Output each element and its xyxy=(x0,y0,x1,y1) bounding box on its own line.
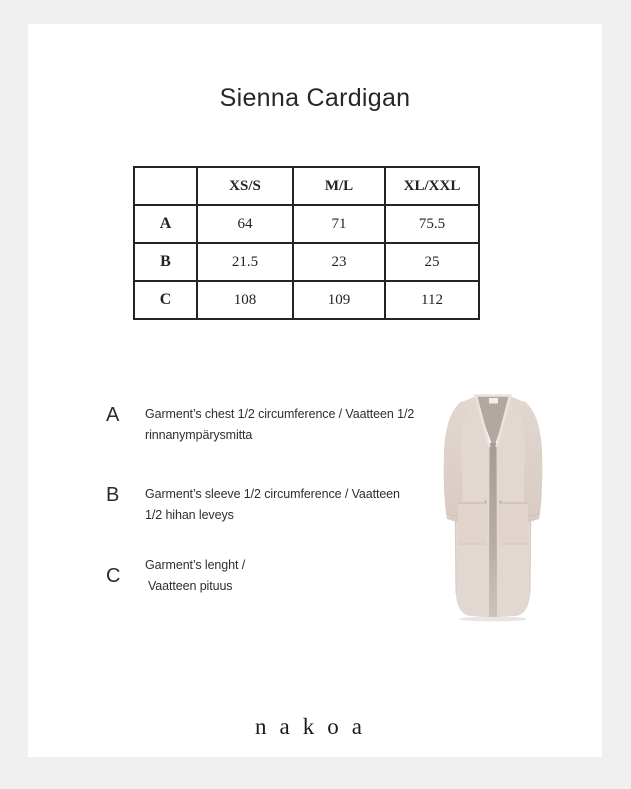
measurement-row-b xyxy=(104,484,400,526)
measurement-text-b xyxy=(145,484,400,526)
value-a-xl-xxl: 75.5 xyxy=(385,205,479,243)
size-chart-page xyxy=(28,24,602,757)
value-a-m-l: 71 xyxy=(293,205,385,243)
size-table-corner-cell xyxy=(134,167,197,205)
row-label-c: C xyxy=(134,281,197,319)
cardigan-product-photo xyxy=(441,393,545,623)
measurement-b-line1: Garment’s sleeve 1/2 circumference / Vaatteen xyxy=(145,487,400,501)
size-table-header-row xyxy=(134,167,479,205)
page-title: Sienna Cardigan xyxy=(219,84,411,112)
value-c-m-l: 109 xyxy=(293,281,385,319)
measurement-row-a xyxy=(104,404,414,446)
table-row-c xyxy=(134,281,479,319)
brand-logo: nakoa xyxy=(255,714,375,739)
value-b-xs-s: 21.5 xyxy=(197,243,293,281)
measurement-text-c xyxy=(145,555,245,597)
value-b-xl-xxl: 25 xyxy=(385,243,479,281)
measurement-label-b: B xyxy=(106,484,120,506)
cardigan-front-gap xyxy=(489,443,497,617)
row-label-a: A xyxy=(134,205,197,243)
measurement-label-c: C xyxy=(106,564,121,587)
measurement-text-a xyxy=(145,404,414,446)
size-column-header-m-l: M/L xyxy=(293,167,385,205)
size-column-header-xl-xxl: XL/XXL xyxy=(385,167,479,205)
measurement-label-a: A xyxy=(106,404,120,426)
measurement-row-c xyxy=(104,555,245,597)
value-b-m-l: 23 xyxy=(293,243,385,281)
measurement-b-line2: 1/2 hihan leveys xyxy=(145,508,234,522)
value-a-xs-s: 64 xyxy=(197,205,293,243)
row-label-b: B xyxy=(134,243,197,281)
cardigan-neck-label xyxy=(489,398,498,404)
cardigan-shadow xyxy=(459,617,527,622)
value-c-xs-s: 108 xyxy=(197,281,293,319)
table-row-a xyxy=(134,205,479,243)
value-c-xl-xxl: 112 xyxy=(385,281,479,319)
size-table xyxy=(133,166,480,320)
measurement-a-line2: rinnanympärysmitta xyxy=(145,428,253,442)
cardigan-left-pocket xyxy=(458,500,487,545)
table-row-b xyxy=(134,243,479,281)
size-column-header-xs-s: XS/S xyxy=(197,167,293,205)
cardigan-right-pocket xyxy=(499,500,528,545)
measurement-c-line2: Vaatteen pituus xyxy=(148,579,233,593)
measurement-a-line1: Garment’s chest 1/2 circumference / Vaatteen 1/2 xyxy=(145,407,415,421)
measurement-c-line1: Garment’s lenght / xyxy=(145,558,246,572)
